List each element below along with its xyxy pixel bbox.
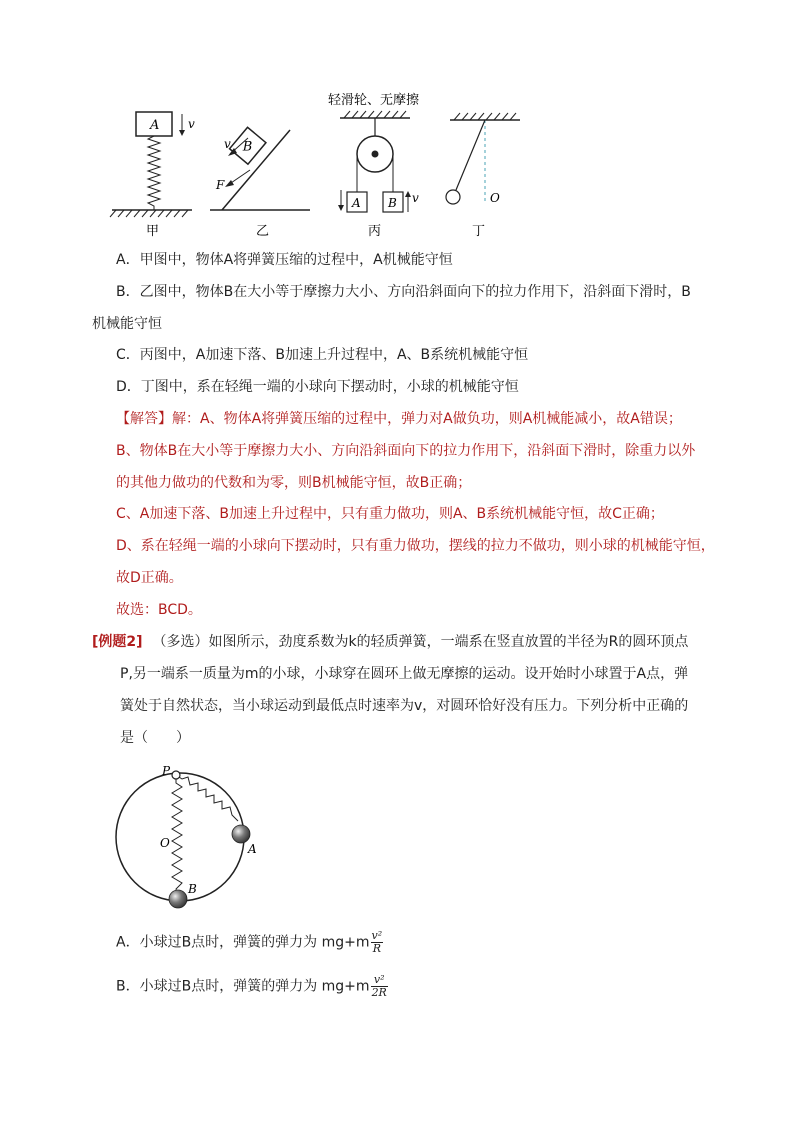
svg-text:v: v [224,137,231,151]
label-ding: 丁 [472,224,486,239]
svg-text:O: O [490,191,500,205]
label-p: P [162,765,171,778]
ball-a [232,825,250,843]
svg-text:A: A [352,196,361,210]
answer-line-2: B、物体B在大小等于摩擦力大小、方向沿斜面向下的拉力作用下，沿斜面下滑时，除重力以外 [116,443,696,459]
q1-option-d: D．丁图中，系在轻绳一端的小球向下摆动时，小球的机械能守恒 [116,379,519,395]
q1-option-b-cont: 机械能守恒 [92,316,162,332]
q1-option-b: B．乙图中，物体B在大小等于摩擦力大小、方向沿斜面向下的拉力作用下，沿斜面下滑时，B [116,284,691,300]
svg-text:B: B [388,196,397,210]
panel-jia [110,112,195,217]
answer-line-6: 故D正确。 [116,570,183,586]
answer-line-3: 的其他力做功的代数和为零，则B机械能守恒，故B正确； [116,475,472,491]
svg-text:F: F [216,178,225,192]
ball-b [169,890,187,908]
q2-tag: [例题2] [92,634,143,650]
q2-option-a: A．小球过B点时，弹簧的弹力为 mg+m $\frac{\text{v²}}{R}$ [116,929,383,955]
fraction-v2-2r: $\frac{\text{v²}}{2R}$ [371,973,387,999]
answer-line-5: D、系在轻绳一端的小球向下摆动时，只有重力做功，摆线的拉力不做功，则小球的机械能守恒， [116,538,715,554]
svg-text:v: v [412,191,419,205]
q2-option-b: B．小球过B点时，弹簧的弹力为 mg+m $\frac{\text{v²}}{2R}$ [116,973,387,999]
figure-mechanics-panels [100,90,540,240]
answer-label: 【解答】 [116,411,172,427]
answer-line-1: 【解答】解：A、物体A将弹簧压缩的过程中，弹力对A做负功，则A机械能减小，故A错误； [116,411,682,427]
q1-option-c: C．丙图中，A加速下落、B加速上升过程中，A、B系统机械能守恒 [116,347,529,363]
q2-line-3: 簧处于自然状态，当小球运动到最低点时速率为v，对圆环恰好没有压力。下列分析中正确的 [120,698,689,714]
panel-ding [446,113,520,205]
panel-bing [328,92,419,212]
label-bing: 丙 [368,224,382,239]
label-jia: 甲 [146,224,160,239]
label-b: B [188,882,197,896]
label-yi: 乙 [256,224,270,239]
q1-option-a: A．甲图中，物体A将弹簧压缩的过程中，A机械能守恒 [116,252,453,268]
answer-line-4: C、A加速下落、B加速上升过程中，只有重力做功，则A、B系统机械能守恒，故C正确； [116,506,664,522]
svg-text:v: v [188,117,195,131]
pulley-caption: 轻滑轮、无摩擦 [328,93,420,108]
fraction-v2-r: $\frac{\text{v²}}{R}$ [371,929,383,955]
block-a-label: A [150,118,160,133]
svg-text:B: B [242,139,253,155]
label-a: A [248,842,257,856]
figure-ring-spring [110,765,270,915]
label-o: O [160,836,170,850]
q2-line-1: [例题2] （多选）如图所示，劲度系数为k的轻质弹簧，一端系在竖直放置的半径为R的圆环顶点 [92,634,689,650]
panel-yi [210,127,310,210]
q2-line-4: 是（ ） [120,730,190,746]
answer-choice: 故选：BCD。 [116,602,202,618]
q2-line-2: P,另一端系一质量为m的小球，小球穿在圆环上做无摩擦的运动。设开始时小球置于A点，弹 [120,666,689,682]
